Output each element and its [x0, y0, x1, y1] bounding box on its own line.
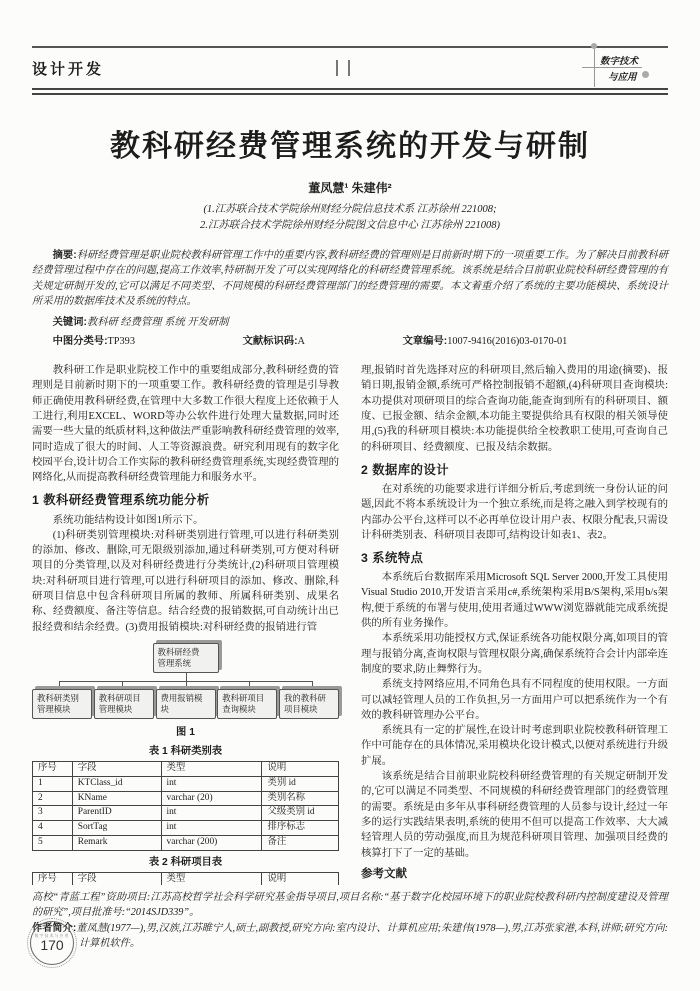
author-bio-label: 作者简介:: [32, 922, 77, 934]
table-row: 4 SortTag int 排序标志: [33, 821, 339, 836]
section-label: 设计开发: [32, 60, 105, 78]
table-header-row: 序号 字段 类型 说明: [33, 762, 339, 777]
keywords-line: [32, 313, 668, 328]
badge-horizontal-line-icon: [582, 67, 642, 68]
intro-paragraph: 教科研工作是职业院校工作中的重要组成部分,教科研经费的管理则是目前新时期下的一项重要工作。教科研经费的管理是引导教师正确使用教科研经费,在管理中大多数工作很大程度上还依赖于人工进行,利用EXCEL、WORD等办公软件进行处理大量数据,同时还需要一些大量的纸质材料,这种做法严重影响教科研经费管理的效率,同时造成了很大的时间、人工等资源浪费。研究利用现有的数字化校园平台,设计切合工作实际的教科研经费管理系统,实现经费管理的网络化,从而提高教科研经费管理能力和服务水平。: [32, 365, 339, 484]
affiliation-line1: (1.江苏联合技术学院徐州财经分院信息技术系 江苏徐州 221008;: [203, 204, 497, 215]
section-1-paragraph: (1)科研类别管理模块:对科研类别进行管理,可以进行科研类别的添加、修改、删除,可无限级别添加,通过科研类别,可方便对科研项目的分类管理,以及对科研经费进行分类统计,(2)科研项目管理模块:对科研项目进行管理,可以进行科研项目的添加、修改、删除,科研项目信息中包含科研项目所属的教师、所属科研类别、成果名称、经费额度、备注等信息。结合经费的报销数据,可自动统计出已报经费和结余经费。(3)费用报销模块:对科研经费的报销进行管: [32, 529, 339, 633]
meta-row: [32, 332, 668, 347]
section-3-paragraph: 系统支持网络应用,不同角色具有不同程度的使用权限。一方面可以减轻管理人员的工作负担,另一方面用户可以把系统作为一个有效的教科研管理办公平台。: [361, 679, 668, 721]
page-number: 170: [40, 937, 64, 953]
org-child-box: 我的教科研 项目模块: [279, 689, 339, 719]
journal-logo: [582, 51, 668, 85]
abstract-paragraph: [32, 248, 668, 311]
section-3-paragraph: 本系统采用功能授权方式,保证系统各功能权限分离,如项目的管理与报销分离,查询权限与管理权限分离,确保系统符合会计内部牵连制度的要求,防止舞弊行为。: [361, 633, 668, 675]
section-3-heading: 3 系统特点: [361, 551, 424, 566]
section-3-paragraph: 该系统是结合目前职业院校科研经费管理的有关规定研制开发的,它可以满足不同类型、不同规模的科研经费管理部门的经费管理的需要。系统是由多年从事科研经费管理的人员参与设计,经过一年多的运行实践结果表明,系统的使用不但可以提高工作效率、大大减轻管理人员的劳动强度,而且为规范科研项目管理、加强项目经费的核算打下了一定的基础。: [361, 771, 668, 859]
figure-1-org-chart: [32, 643, 339, 721]
author-bio: 作者简介:董凤慧(1977—),男,汉族,江苏睢宁人,硕士,副教授,研究方向:室内设计、计算机应用;朱建伟(1978—),男,江苏张家港,本科,讲师;研究方向:计算机软件。: [32, 922, 668, 949]
connector-line: [186, 681, 187, 689]
abstract-label: 摘要:: [52, 249, 77, 261]
fund-note: 高校“青蓝工程”资助项目:江苏高校哲学社会科学研究基金指导项目,项目名称:“基于数字化校园环境下的职业院校教科研内控制度建设及管理的研究”,项目批准号:“2014SJD339”。: [32, 892, 668, 919]
header-divider-bars-icon: [104, 60, 582, 76]
connector-line: [312, 681, 313, 689]
badge-dot-icon: [591, 43, 597, 49]
table-row: 3 ParentID int 父级类别 id: [33, 806, 339, 821]
page-header: [32, 48, 668, 88]
references-heading: 参考文献: [361, 867, 407, 880]
paper-title: 教科研经费管理系统的开发与研制: [110, 130, 590, 163]
section-2-heading: 2 数据库的设计: [361, 462, 450, 477]
journal-name-line2: 与应用: [608, 73, 637, 83]
org-child-box: 教科研项目 查询模块: [217, 689, 277, 719]
connector-line: [59, 681, 60, 689]
page-number-stamp: [30, 921, 77, 965]
org-root-box: 教科研经费 管理系统: [153, 643, 219, 673]
badge-dot-icon: [642, 71, 649, 78]
table-2: [32, 872, 339, 885]
abstract-block: [32, 248, 668, 311]
table-1-caption: 表 1 科研类别表: [148, 746, 223, 757]
keywords-label: 关键词:: [52, 317, 87, 329]
body-columns: [32, 363, 668, 885]
affiliation-line2: 2.江苏联合技术学院徐州财经分院图文信息中心 江苏徐州 221008): [199, 219, 501, 231]
table-header-row: 序号 字段 类型 说明: [33, 872, 339, 885]
article-id: 文章编号:1007-9416(2016)03-0170-01: [402, 336, 568, 348]
stamp-ring-text: 数字技术与应用: [34, 933, 70, 938]
footnotes-block: [32, 890, 668, 951]
connector-line: [249, 681, 250, 689]
table-2-caption: 表 2 科研项目表: [148, 856, 223, 868]
table-1: [32, 761, 339, 851]
section-1-paragraph: 系统功能结构设计如图1所示下。: [52, 514, 204, 526]
section-1-heading: 1 教科研经费管理系统功能分析: [32, 493, 210, 508]
figure-1-caption: 图 1: [176, 726, 195, 738]
keywords-text: 教科研 经费管理 系统 开发研制: [86, 317, 229, 329]
section-2-paragraph: 在对系统的功能要求进行详细分析后,考虑到统一身份认证的问题,因此不将本系统设计为一个独立系统,而是将之融入到学校现有的内部办公平台,这样可以不必再单位设计用户表、权限分配表,只需设计科研类别表、科研项目表即可,结构设计如表1、表2。: [361, 483, 668, 541]
document-code: 文献标识码:A: [242, 336, 305, 348]
org-child-box: 费用报销模 块: [156, 689, 216, 719]
clc-number: 中图分类号:TP393: [52, 336, 135, 348]
table-row: 5 Remark varchar (200) 备注: [33, 835, 339, 850]
journal-name-line1: 数字技术: [600, 57, 639, 67]
table-row: 2 KName varchar (20) 类别名称: [33, 791, 339, 806]
affiliation: [32, 202, 668, 234]
table-row: 1 KTClass_id int 类别 id: [33, 776, 339, 791]
continuation-paragraph: 理,报销时首先选择对应的科研项目,然后输入费用的用途(摘要)、报销日期,报销金额,系统可严格控制报销不超额,(4)科研项目查询模块:本功提供对项研项目的综合查询功能,能查询到所有的科研项目、额度、已报金额、结余金额,本功能主要提供给具有权限的相关领导使用,(5)我的科研项目模块:本功能提供给全校教职工使用,可查询自己的科研项目、经费额度、已报及结余数据。: [361, 365, 668, 453]
connector-line: [186, 673, 187, 681]
right-column: [361, 363, 668, 885]
org-child-box: 教科研类别 管理模块: [32, 689, 92, 719]
org-children-row: [32, 689, 339, 719]
section-3-paragraph: 系统具有一定的扩展性,在设计时考虑到职业院校教科研管理工作中可能存在的具体情况,采用模块化设计模式,以便对系统进行升级扩展。: [361, 725, 668, 767]
org-child-box: 教科研项目 管理模块: [94, 689, 154, 719]
section-3-paragraph: 本系统后台数据库采用Microsoft SQL Server 2000,开发工具使用Visual Studio 2010,开发语言采用c#,系统架构采用B/S架构,采用b/s架构,便于系统的布署与使用,使用者通过WWW浏览器就能完成系统提供的所有业务操作。: [361, 572, 668, 630]
left-column: [32, 363, 339, 885]
abstract-text: 科研经费管理是职业院校教科研管理工作中的重要内容,教科研经费的管理则是目前新时期下的一项重要工作。为了解决目前教科研经费管理过程中存在的问题,提高工作效率,特研制开发了可以实现网络化的科研经费管理系统。该系统是结合目前职业院校科研经费管理的有关规定研制开发的,它可以满足不同类型、不同规模的科研经费管理部门的经费管理的需要。本文着重介绍了系统的主要功能模块、系统设计所采用的数据库技术及系统的特点。: [32, 249, 668, 308]
connector-line: [122, 681, 123, 689]
authors: 董凤慧¹ 朱建伟²: [308, 181, 392, 195]
header-double-rule: [32, 88, 668, 95]
